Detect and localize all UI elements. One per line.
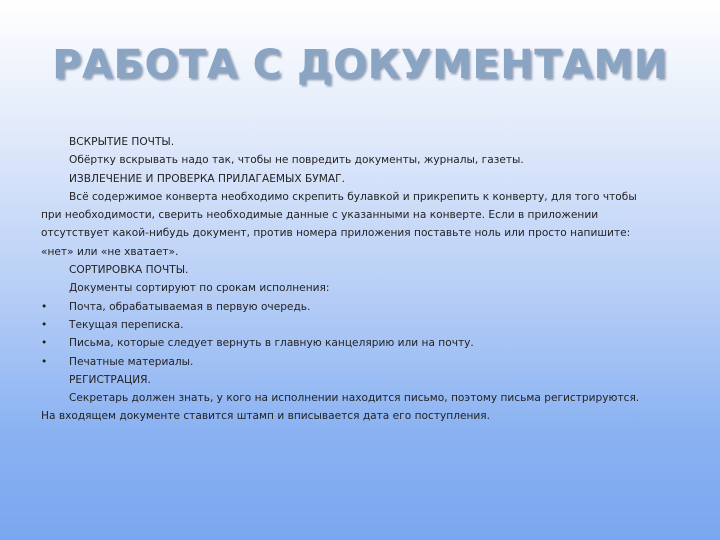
section-heading-opening-mail: ВСКРЫТИЕ ПОЧТЫ.: [69, 136, 175, 148]
slide-body: [41, 133, 681, 426]
section-heading-extraction: ИЗВЛЕЧЕНИЕ И ПРОВЕРКА ПРИЛАГАЕМЫХ БУМАГ.: [69, 172, 345, 185]
bullet-icon: •: [41, 337, 48, 350]
list-item-text: Письма, которые следует вернуть в главную канцелярию или на почту.: [69, 337, 474, 350]
paragraph-line: при необходимости, сверить необходимые данные с указанными на конверте. Если в приложении: [41, 209, 599, 222]
list-item: [41, 316, 681, 334]
paragraph-line: отсутствует какой-нибудь документ, против номера приложения поставьте ноль или просто напишите:: [41, 227, 631, 240]
paragraph-line: Документы сортируют по срокам исполнения:: [69, 282, 330, 295]
paragraph-line: «нет» или «не хватает».: [41, 245, 179, 258]
section-heading-sorting: СОРТИРОВКА ПОЧТЫ.: [69, 264, 189, 277]
bullet-icon: •: [41, 355, 48, 368]
paragraph-line: На входящем документе ставится штамп и вписывается дата его поступления.: [41, 410, 491, 423]
paragraph-line: Секретарь должен знать, у кого на исполнении находится письмо, поэтому письма регистрируются.: [69, 392, 640, 405]
paragraph-line: Обёртку вскрывать надо так, чтобы не повредить документы, журналы, газеты.: [69, 154, 524, 167]
list-item: [41, 334, 681, 352]
list-item-text: Почта, обрабатываемая в первую очередь.: [69, 300, 311, 313]
list-item-text: Печатные материалы.: [69, 355, 194, 368]
section-heading-registration: РЕГИСТРАЦИЯ.: [69, 373, 151, 386]
list-item-text: Текущая переписка.: [69, 318, 184, 331]
bullet-icon: •: [41, 300, 48, 313]
bullet-icon: •: [41, 318, 48, 331]
paragraph-line: Всё содержимое конверта необходимо скрепить булавкой и прикрепить к конверту, для того чтобы: [69, 190, 637, 203]
list-item: [41, 353, 681, 371]
list-item: [41, 298, 681, 316]
slide-title: РАБОТА С ДОКУМЕНТАМИ: [52, 42, 668, 88]
